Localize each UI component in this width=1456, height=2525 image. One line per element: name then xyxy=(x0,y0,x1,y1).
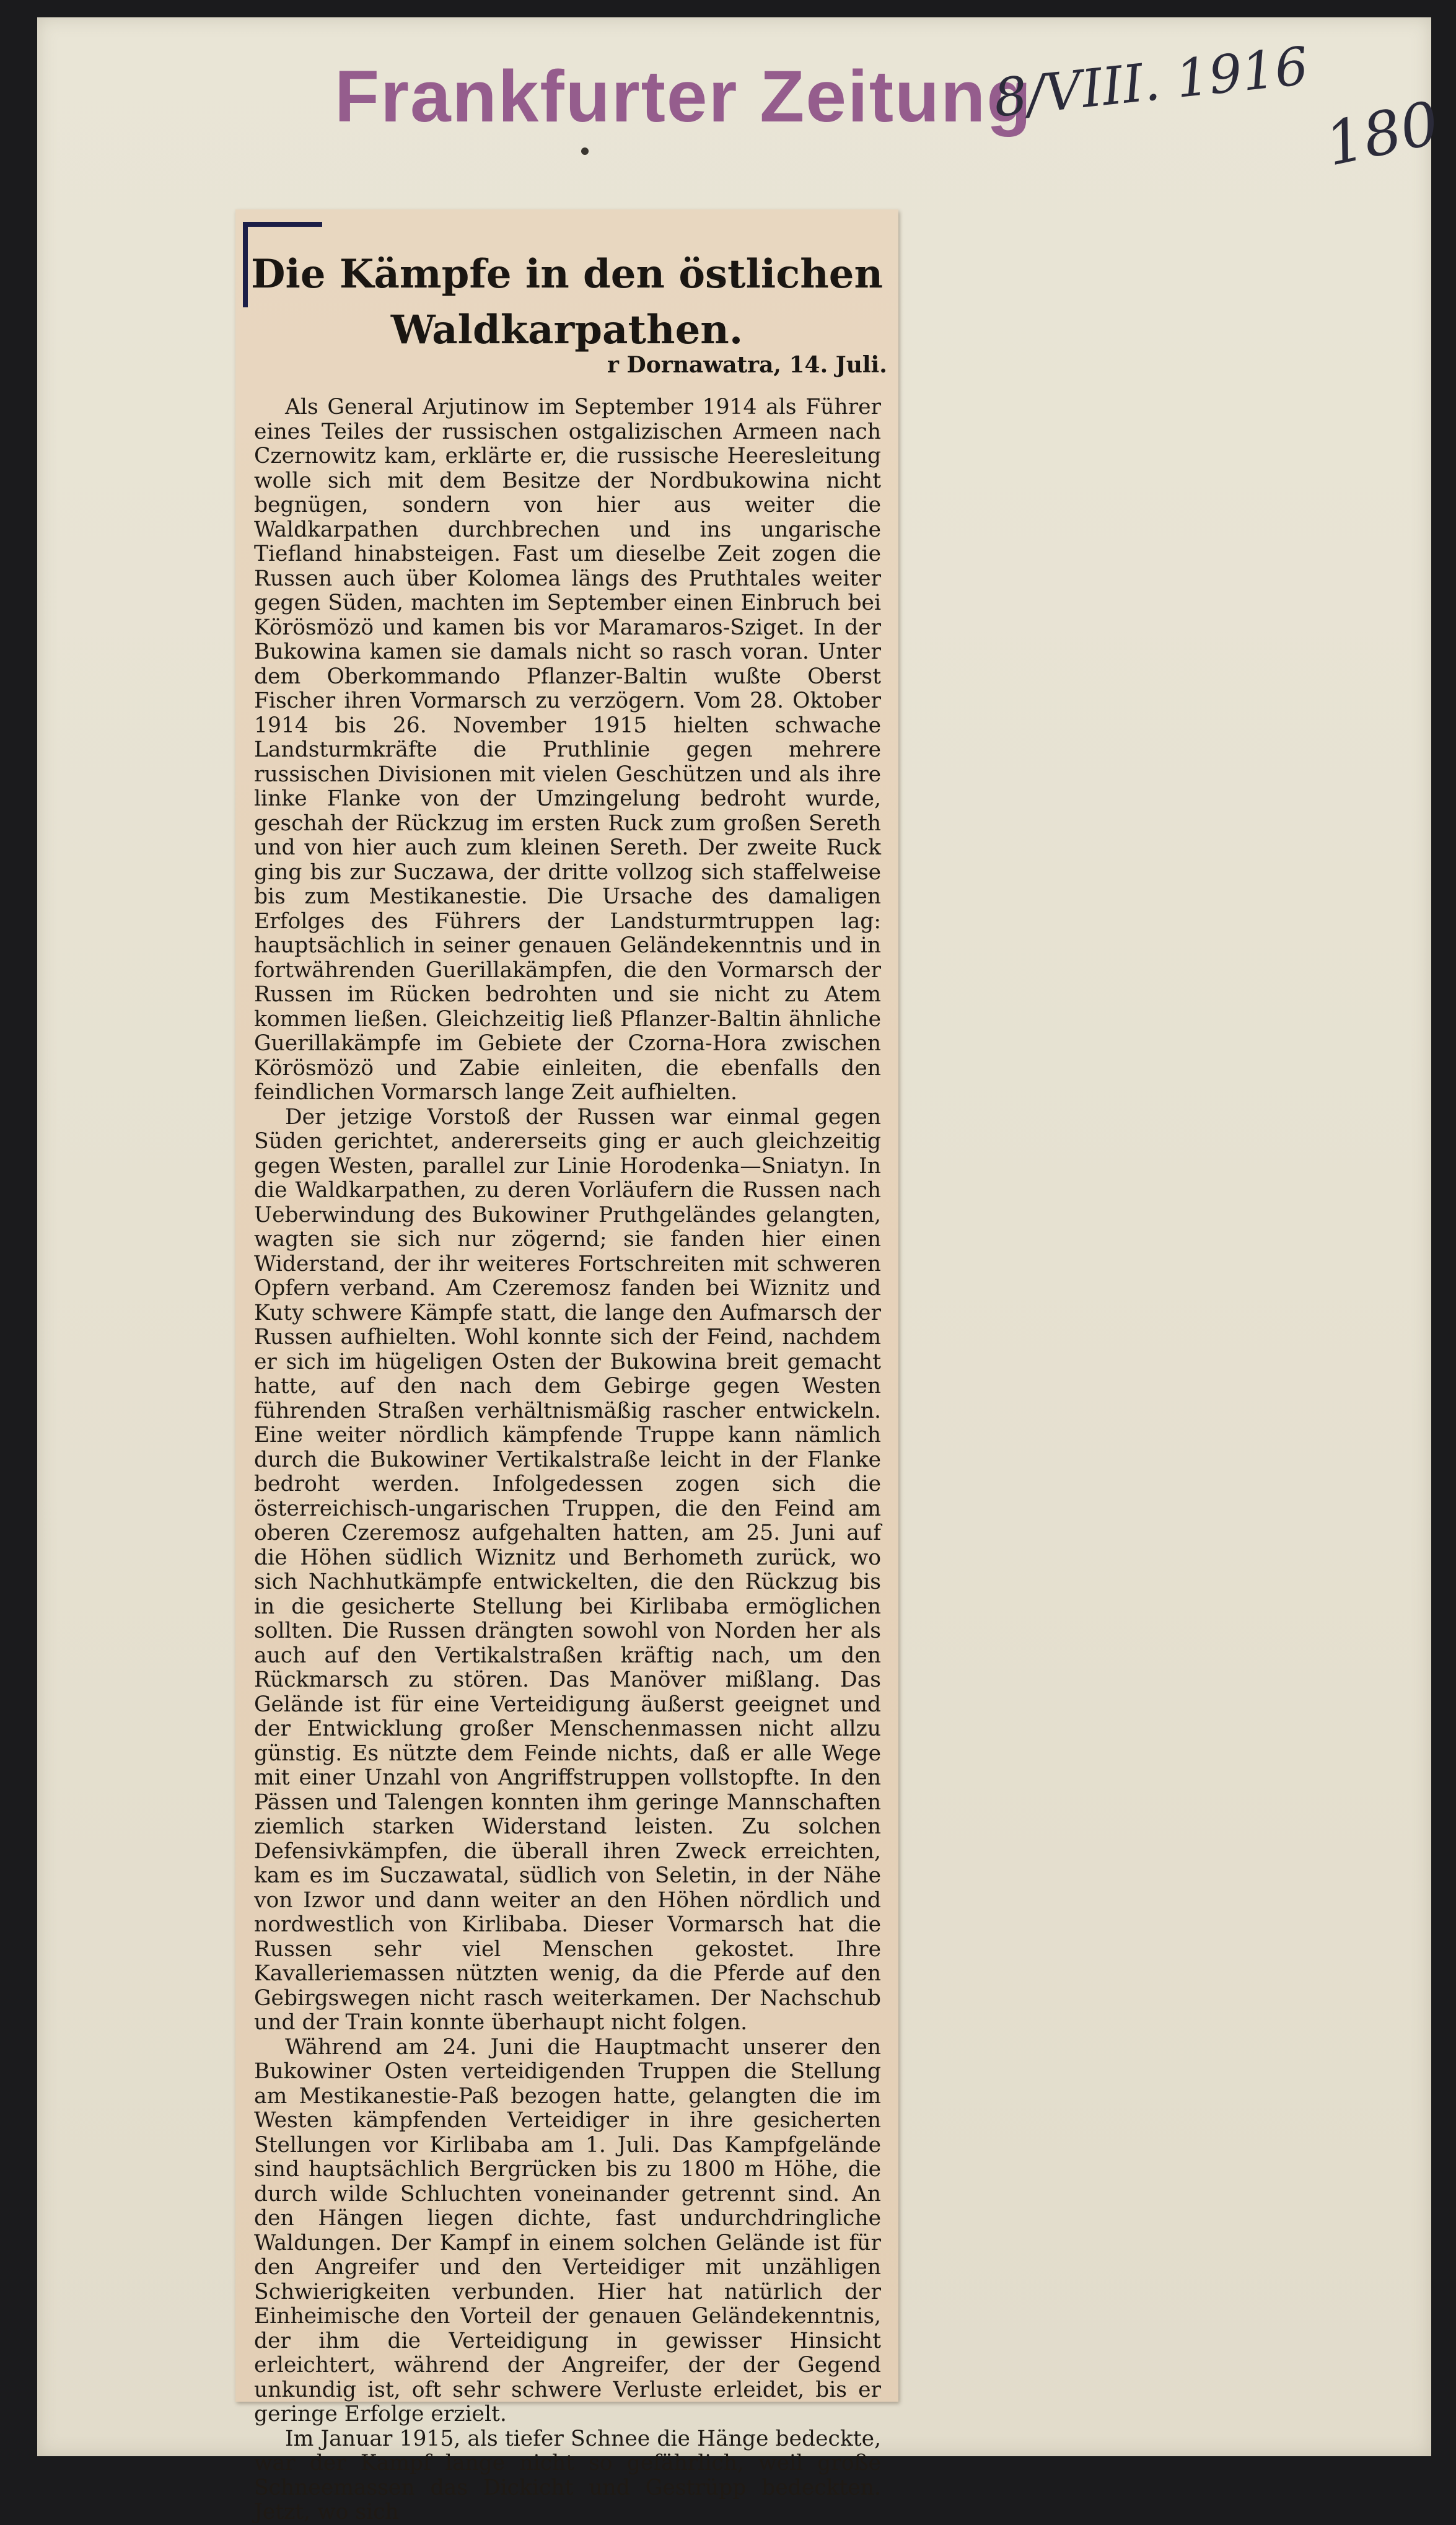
handwritten-date: 8/VIII. 1916 xyxy=(991,35,1311,129)
headline-line-2: Waldkarpathen. xyxy=(390,307,743,353)
handwritten-number: 180 xyxy=(1319,88,1445,180)
article-paragraph-2: Der jetzige Vorstoß der Russen war einmal gegen Süden gerichtet, andererseits ging er auch gleichzeitig gegen Westen, parallel zur Linie Horodenka—Sniatyn. In die Waldkarpathen, zu deren Vorläufern die Russen nach Ueberwindung des Bukowiner Pruthgeländes gelangten, wagten sie sich nur zögernd; sie fanden hier einen Widerstand, der ihr weiteres Fortschreiten mit schweren Opfern verband. Am Czeremosz fanden bei Wiznitz und Kuty schwere Kämpfe statt, die lange den Aufmarsch der Russen aufhielten. Wohl konnte sich der Feind, nachdem er sich im hügeligen Osten der Bukowina breit gemacht hatte, auf den nach dem Gebirge gegen Westen führenden Straßen verhältnismäßig rascher entwickeln. Eine weiter nördlich kämpfende Truppe kann nämlich durch die Bukowiner Vertikalstraße leicht in der Flanke bedroht werden. Infolgedessen zogen sich die österreichisch-ungarischen Truppen, die den Feind am oberen Czeremosz aufgehalten hatten, am 25. Juni auf die Höhen südlich Wiznitz und Berhometh zurück, wo sich Nachhutkämpfe entwickelten, die den Rückzug bis in die gesicherte Stellung bei Kirlibaba ermöglichen sollten. Die Russen drängten sowohl von Norden her als auch auf den Vertikalstraßen kräftig nach, um den Rückmarsch zu stören. Das Manöver mißlang. Das Gelände ist für eine Verteidigung äußerst geeignet und der Entwicklung großer Menschenmassen nicht allzu günstig. Es nützte dem Feinde nichts, daß er alle Wege mit einer Unzahl von Angriffstruppen vollstopfte. In den Pässen und Talengen konnten ihm geringe Mannschaften ziemlich starken Widerstand leisten. Zu solchen Defensivkämpfen, die überall ihren Zweck erreichten, kam es im Suczawatal, südlich von Seletin, in der Nähe von Izwor und dann weiter an den Höhen nördlich und nordwestlich von Kirlibaba. Dieser Vormarsch hat die Russen sehr viel Menschen gekostet. Ihre Kavalleriemassen nützten wenig, da die Pferde auf den Gebirgswegen nicht rasch weiterkamen. Der Nachschub und der Train konnte überhaupt nicht folgen. xyxy=(254,1104,881,2035)
article-paragraph-4: Im Januar 1915, als tiefer Schnee die Hänge bedeckte, war der Kampf lange nicht so gefährlich, weil große Schneemassen das Dickicht und Gestrüpp bedeckten. Jetzt, wo sich xyxy=(254,2426,881,2524)
headline-line-1: Die Kämpfe in den östlichen xyxy=(251,251,883,297)
article-paragraph-1: Als General Arjutinow im September 1914 als Führer eines Teiles der russischen ostgalizischen Armeen nach Czernowitz kam, erklärte er, die russische Heeresleitung wolle sich mit dem Besitze der Nordbukowina nicht begnügen, sondern von hier aus weiter die Waldkarpathen durchbrechen und ins ungarische Tiefland hinabsteigen. Fast um dieselbe Zeit zogen die Russen auch über Kolomea längs des Pruthtales weiter gegen Süden, machten im September einen Einbruch bei Körösmözö und kamen bis vor Maramaros-Sziget. In der Bukowina kamen sie damals nicht so rasch voran. Unter dem Oberkommando Pflanzer-Baltin wußte Oberst Fischer ihren Vormarsch zu verzögern. Vom 28. Oktober 1914 bis 26. November 1915 hielten schwache Landsturmkräfte die Pruthlinie gegen mehrere russischen Divisionen mit vielen Geschützen und als ihre linke Flanke von der Umzingelung bedroht wurde, geschah der Rückzug im ersten Ruck zum großen Sereth und von hier auch zum kleinen Sereth. Der zweite Ruck ging bis zur Suczawa, der dritte vollzog sich staffelweise bis zum Mestikanestie. Die Ursache des damaligen Erfolges des Führers der Landsturmtruppen lag: hauptsächlich in seiner genauen Geländekenntnis und in fortwährenden Guerillakämpfen, die den Vormarsch der Russen im Rücken bedrohten und sie nicht zu Atem kommen ließen. Gleichzeitig ließ Pflanzer-Baltin ähnliche Guerillakämpfe im Gebiete der Czorna-Hora zwischen Körösmözö und Zabie einleiten, die ebenfalls den feindlichen Vormarsch lange Zeit aufhielten. xyxy=(254,395,881,1105)
article-body xyxy=(254,395,881,2524)
article-headline xyxy=(235,247,898,364)
pin-dot xyxy=(581,147,589,155)
article-paragraph-3: Während am 24. Juni die Hauptmacht unserer den Bukowiner Osten verteidigenden Truppen die Stellung am Mestikanestie-Paß bezogen hatte, gelangten die im Westen kämpfenden Verteidiger in ihre gesicherten Stellungen vor Kirlibaba am 1. Juli. Das Kampfgelände sind hauptsächlich Bergrücken bis zu 1800 m Höhe, die durch wilde Schluchten voneinander getrennt sind. An den Hängen liegen dichte, fast undurchdringliche Waldungen. Der Kampf in einem solchen Gelände ist für den Angreifer und den Verteidiger mit unzähligen Schwierigkeiten verbunden. Hier hat natürlich der Einheimische den Vorteil der genauen Geländekenntnis, der ihm die Verteidigung in gewisser Hinsicht erleichtert, während der Angreifer, der der Gegend unkundig ist, oft sehr schwere Verluste erleidet, bis er geringe Erfolge erzielt. xyxy=(254,2034,881,2426)
article-dateline: r Dornawatra, 14. Juli. xyxy=(607,352,887,378)
newspaper-stamp: Frankfurter Zeitung xyxy=(335,56,1033,138)
newspaper-clipping xyxy=(235,209,898,2524)
